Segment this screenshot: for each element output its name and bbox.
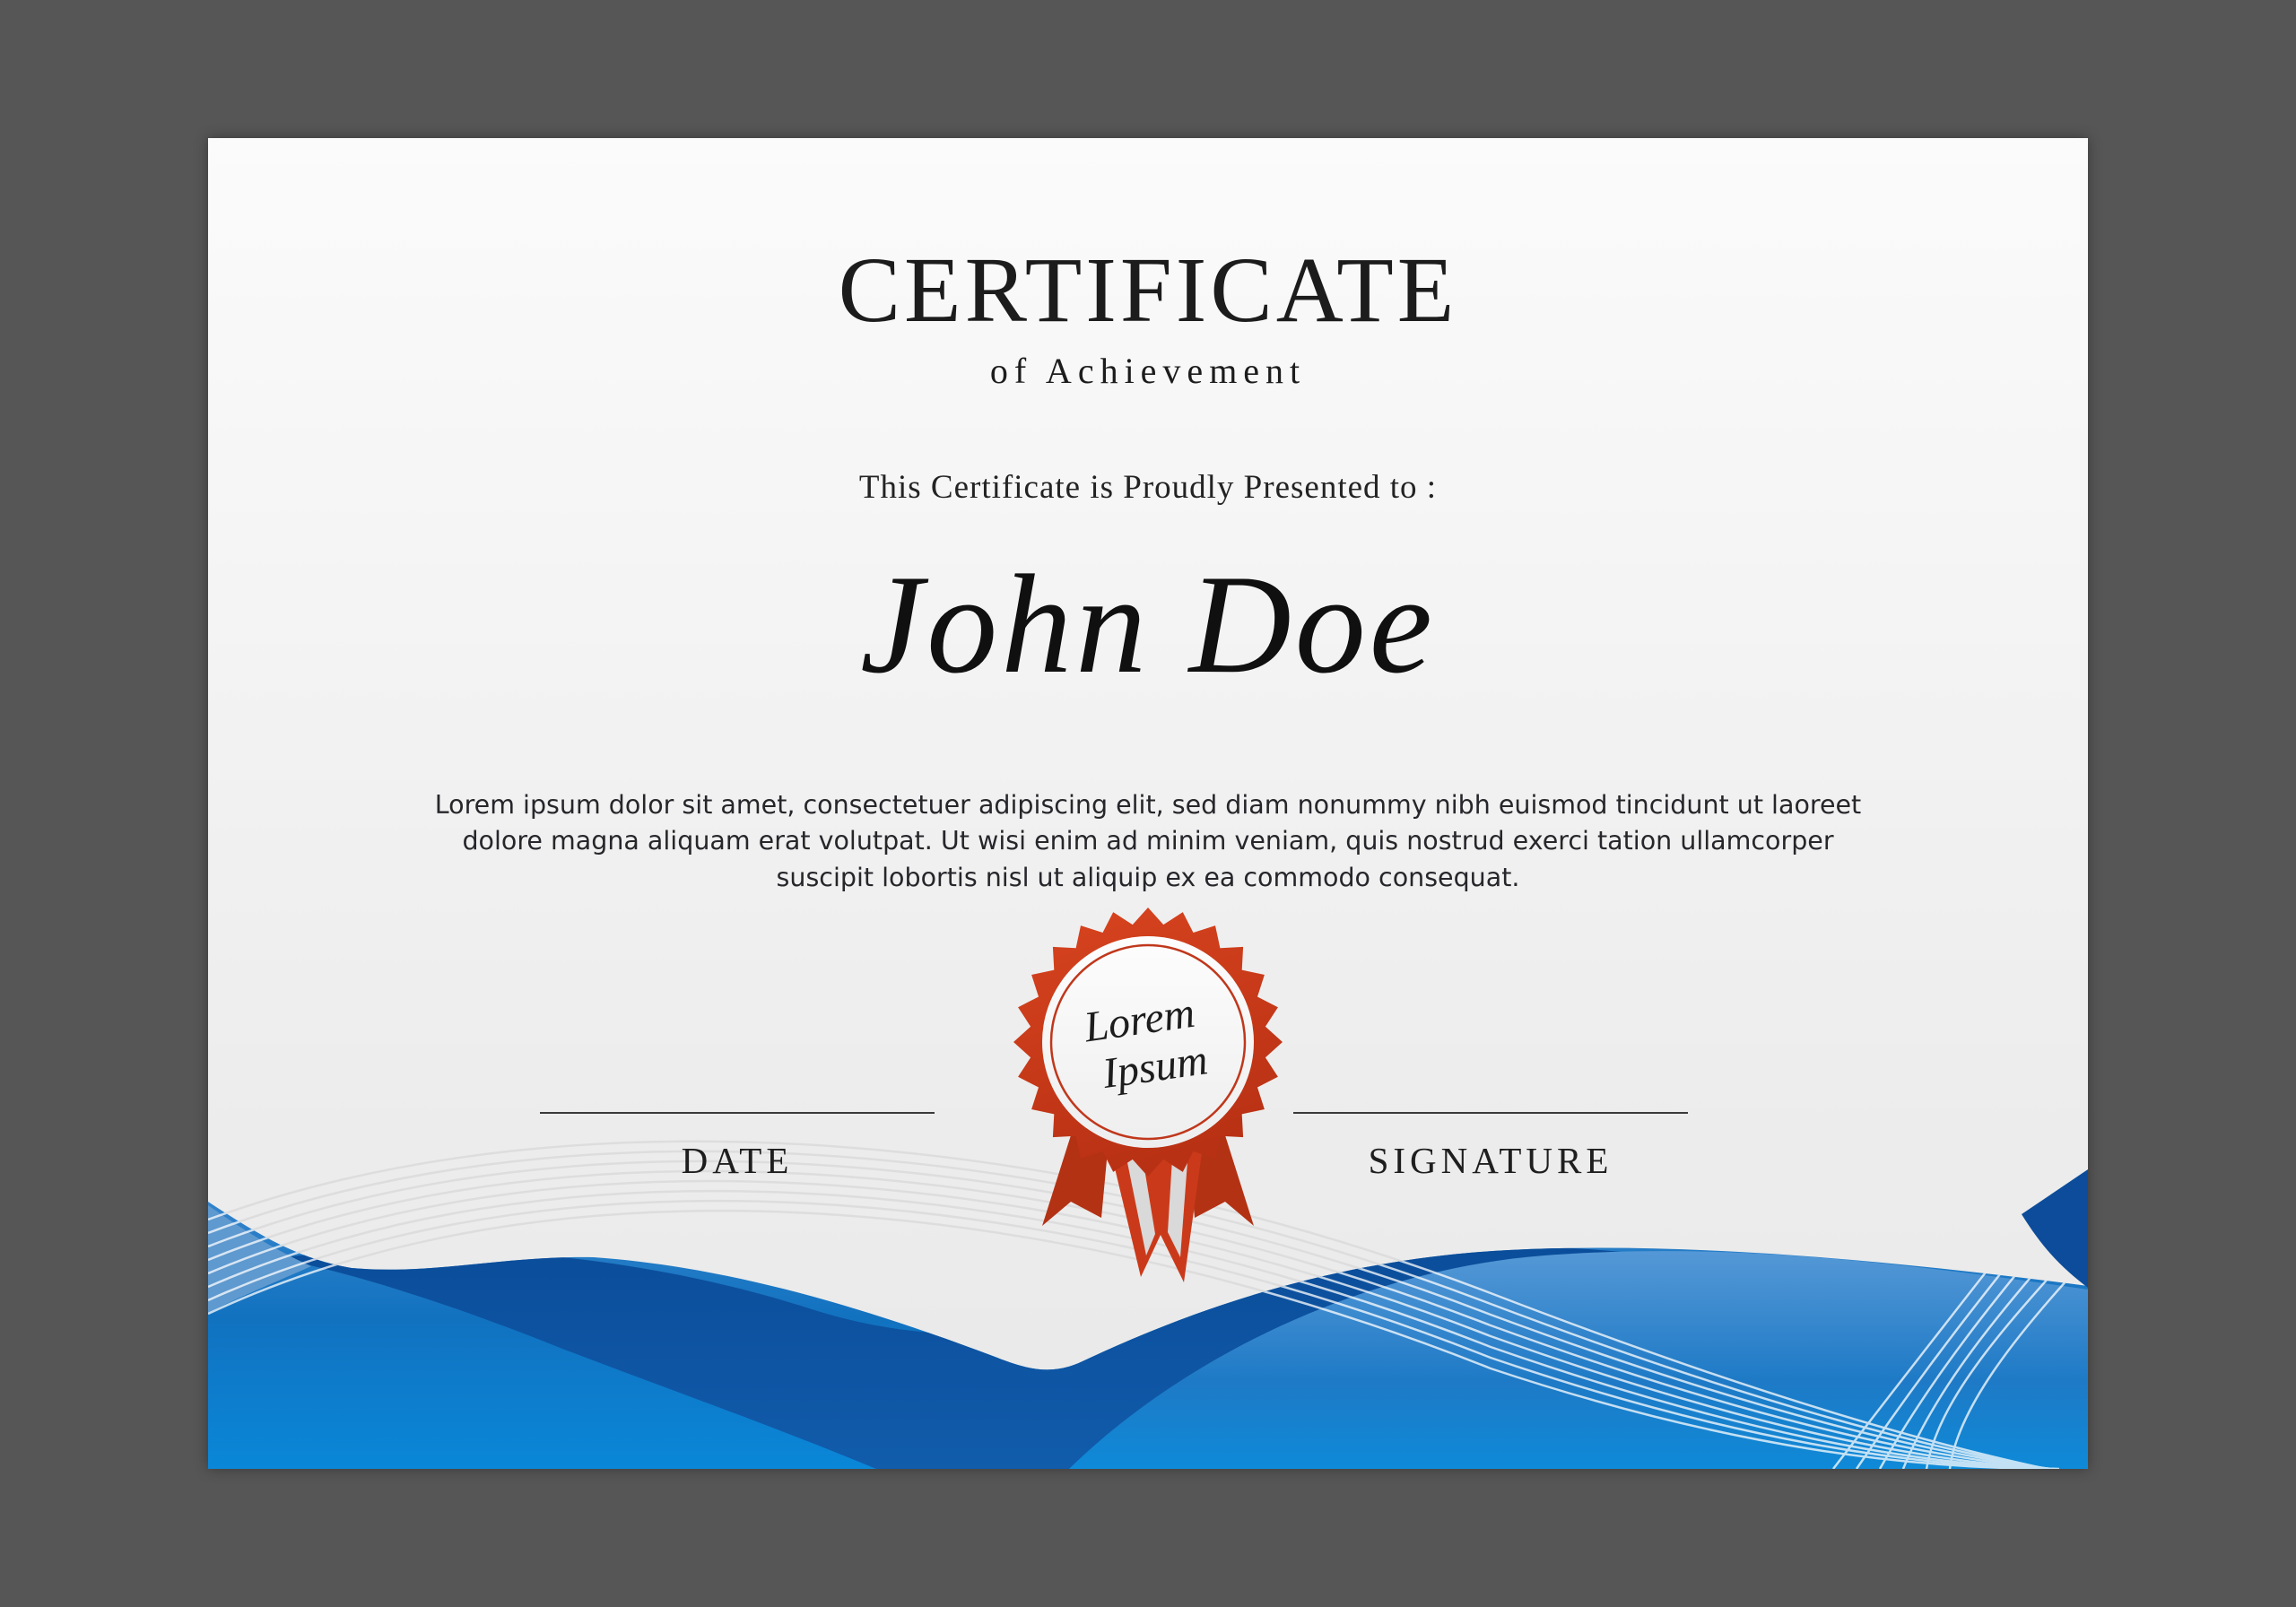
- signature-label: SIGNATURE: [1368, 1140, 1613, 1181]
- date-label: DATE: [681, 1140, 794, 1181]
- certificate-page: [208, 138, 2088, 1469]
- date-line: [540, 1112, 935, 1114]
- award-seal-icon: [987, 881, 1309, 1293]
- recipient-name: John Doe: [860, 546, 1436, 703]
- signature-line: [1293, 1112, 1688, 1114]
- body-line-2: dolore magna aliquam erat volutpat. Ut wisi enim ad minim veniam, quis nostrud exerci tation ullamcorper: [462, 826, 1834, 856]
- body-line-3: suscipit lobortis nisl ut aliquip ex ea commodo consequat.: [776, 862, 1520, 892]
- certificate-subtitle: of Achievement: [989, 351, 1307, 391]
- presented-line: This Certificate is Proudly Presented to :: [858, 469, 1438, 506]
- wave-corner-wedge: [2022, 1169, 2088, 1288]
- body-line-1: Lorem ipsum dolor sit amet, consectetuer adipiscing elit, sed diam nonummy nibh euismod tincidunt ut laoreet: [434, 790, 1862, 820]
- certificate-title: CERTIFICATE: [838, 239, 1458, 342]
- seal-text: Lorem Ipsum: [1081, 988, 1211, 1099]
